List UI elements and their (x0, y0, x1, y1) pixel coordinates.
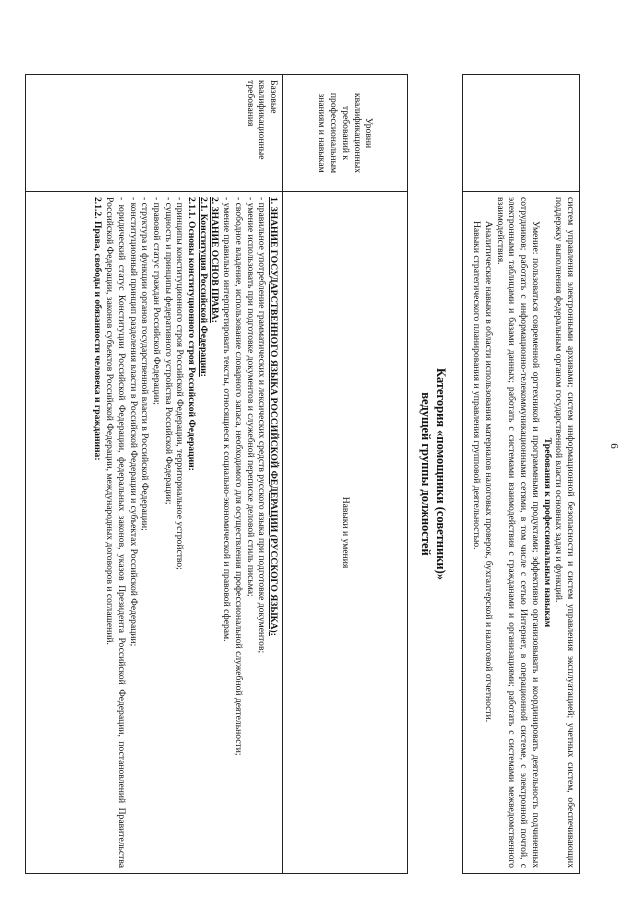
list-item: - умение правильно интерпретировать тексты, относящиеся к социально-экономической и правовой сферам. (221, 197, 233, 642)
list-item: - свободное владение, использование словарного запаса, необходимого для осуществления профессиональной служебной деятельности; (232, 197, 244, 756)
skills-requirements-heading: Требования к профессиональным навыкам (541, 437, 553, 628)
section-1-list (220, 197, 267, 868)
section-2-1-1-title: 2.1.1. Основы конституционного строя Российской Федерации: (186, 197, 198, 471)
table-row (26, 75, 283, 874)
list-item: - умение использовать при подготовке документов и служебной переписке деловой стиль письма; (244, 197, 256, 597)
table-header-row (283, 75, 408, 874)
section-1-title: 1. ЗНАНИЕ ГОСУДАРСТВЕННОГО ЯЗЫКА РОССИЙСКОЙ ФЕДЕРАЦИИ (РУССКОГО ЯЗЫКА): (268, 197, 279, 636)
category-subtitle: ведущей группы должностей (419, 392, 433, 556)
list-item: - правовой статус граждан Российской Федерации; (150, 197, 162, 405)
row-level-cell: Базовые квалификационные требования (26, 75, 283, 192)
qualification-table (25, 74, 408, 874)
top-left-cell (463, 75, 580, 192)
list-item: - сущность и принципы федеративного устройства Российской Федерации; (162, 197, 174, 505)
section-2-title: 2. ЗНАНИЕ ОСНОВ ПРАВА: (209, 197, 221, 323)
row-content-cell (26, 192, 283, 874)
requirements-table (462, 74, 580, 874)
list-item: - юридический статус Конституции Российской Федерации, федеральных законов, указов Президента Российской Федерации, постановлений Правительства Российской Федерации, законов субъектов Российской Федерации, международных договоров и соглашений. (104, 197, 127, 868)
header-skills-cell: Навыки и умения (283, 192, 408, 874)
section-2-1-2-title: 2.1.2. Права, свободы и обязанности человека и гражданина: (92, 197, 104, 461)
top-right-cell (463, 192, 580, 874)
section-2-1-1-list (103, 197, 185, 868)
top-paragraph-3: Аналитические навыки в области использования материалов налоговых проверок, бухгалтерской и налоговой отчетности. (483, 221, 495, 723)
page-number: 6 (607, 443, 620, 449)
top-paragraph-4: Навыки стратегического планирования и управления групповой деятельностью. (471, 221, 483, 550)
header-levels-cell: Уровни квалификационных требований к профессиональным знаниям и навыкам (283, 75, 408, 192)
list-item: - принципы конституционного строя Российской Федерации, территориальное устройство; (174, 197, 186, 570)
top-paragraph-1: систем управления электронными архивами; систем информационной безопасности и систем управления эксплуатацией; учетных систем, обеспечивающих поддержку выполнения федеральным органом государственной власти основных задач и функций. (553, 197, 576, 868)
list-item: - конституционный принцип разделения власти в Российской Федерации и субъектах Российской Федерации; (127, 197, 139, 647)
list-item: - правильное употребление грамматических и лексических средств русского языка при подготовке документов; (256, 197, 268, 654)
list-item: - структура и функции органов государственной власти в Российской Федерации; (139, 197, 151, 531)
top-row (463, 75, 580, 874)
rotated-page-content (72, 74, 580, 874)
section-2-1-title: 2.1. Конституция Российской Федерации: (197, 197, 209, 377)
category-title: Категория «помощники (советники)» (434, 367, 448, 581)
top-paragraph-2: Умение: пользоваться современной оргтехникой и программными продуктами; эффективно организовывать и координировать деятельность подчиненных сотрудников; работать с информационно-телекоммуникационными сетями, в том числе с сетью Интернет, в операционной системе, с электронной почтой, с электронными таблицами и базами данных; работать с системами взаимодействия с гражданами и организациями; работать с системами межведомственного взаимодействия. (494, 197, 541, 868)
